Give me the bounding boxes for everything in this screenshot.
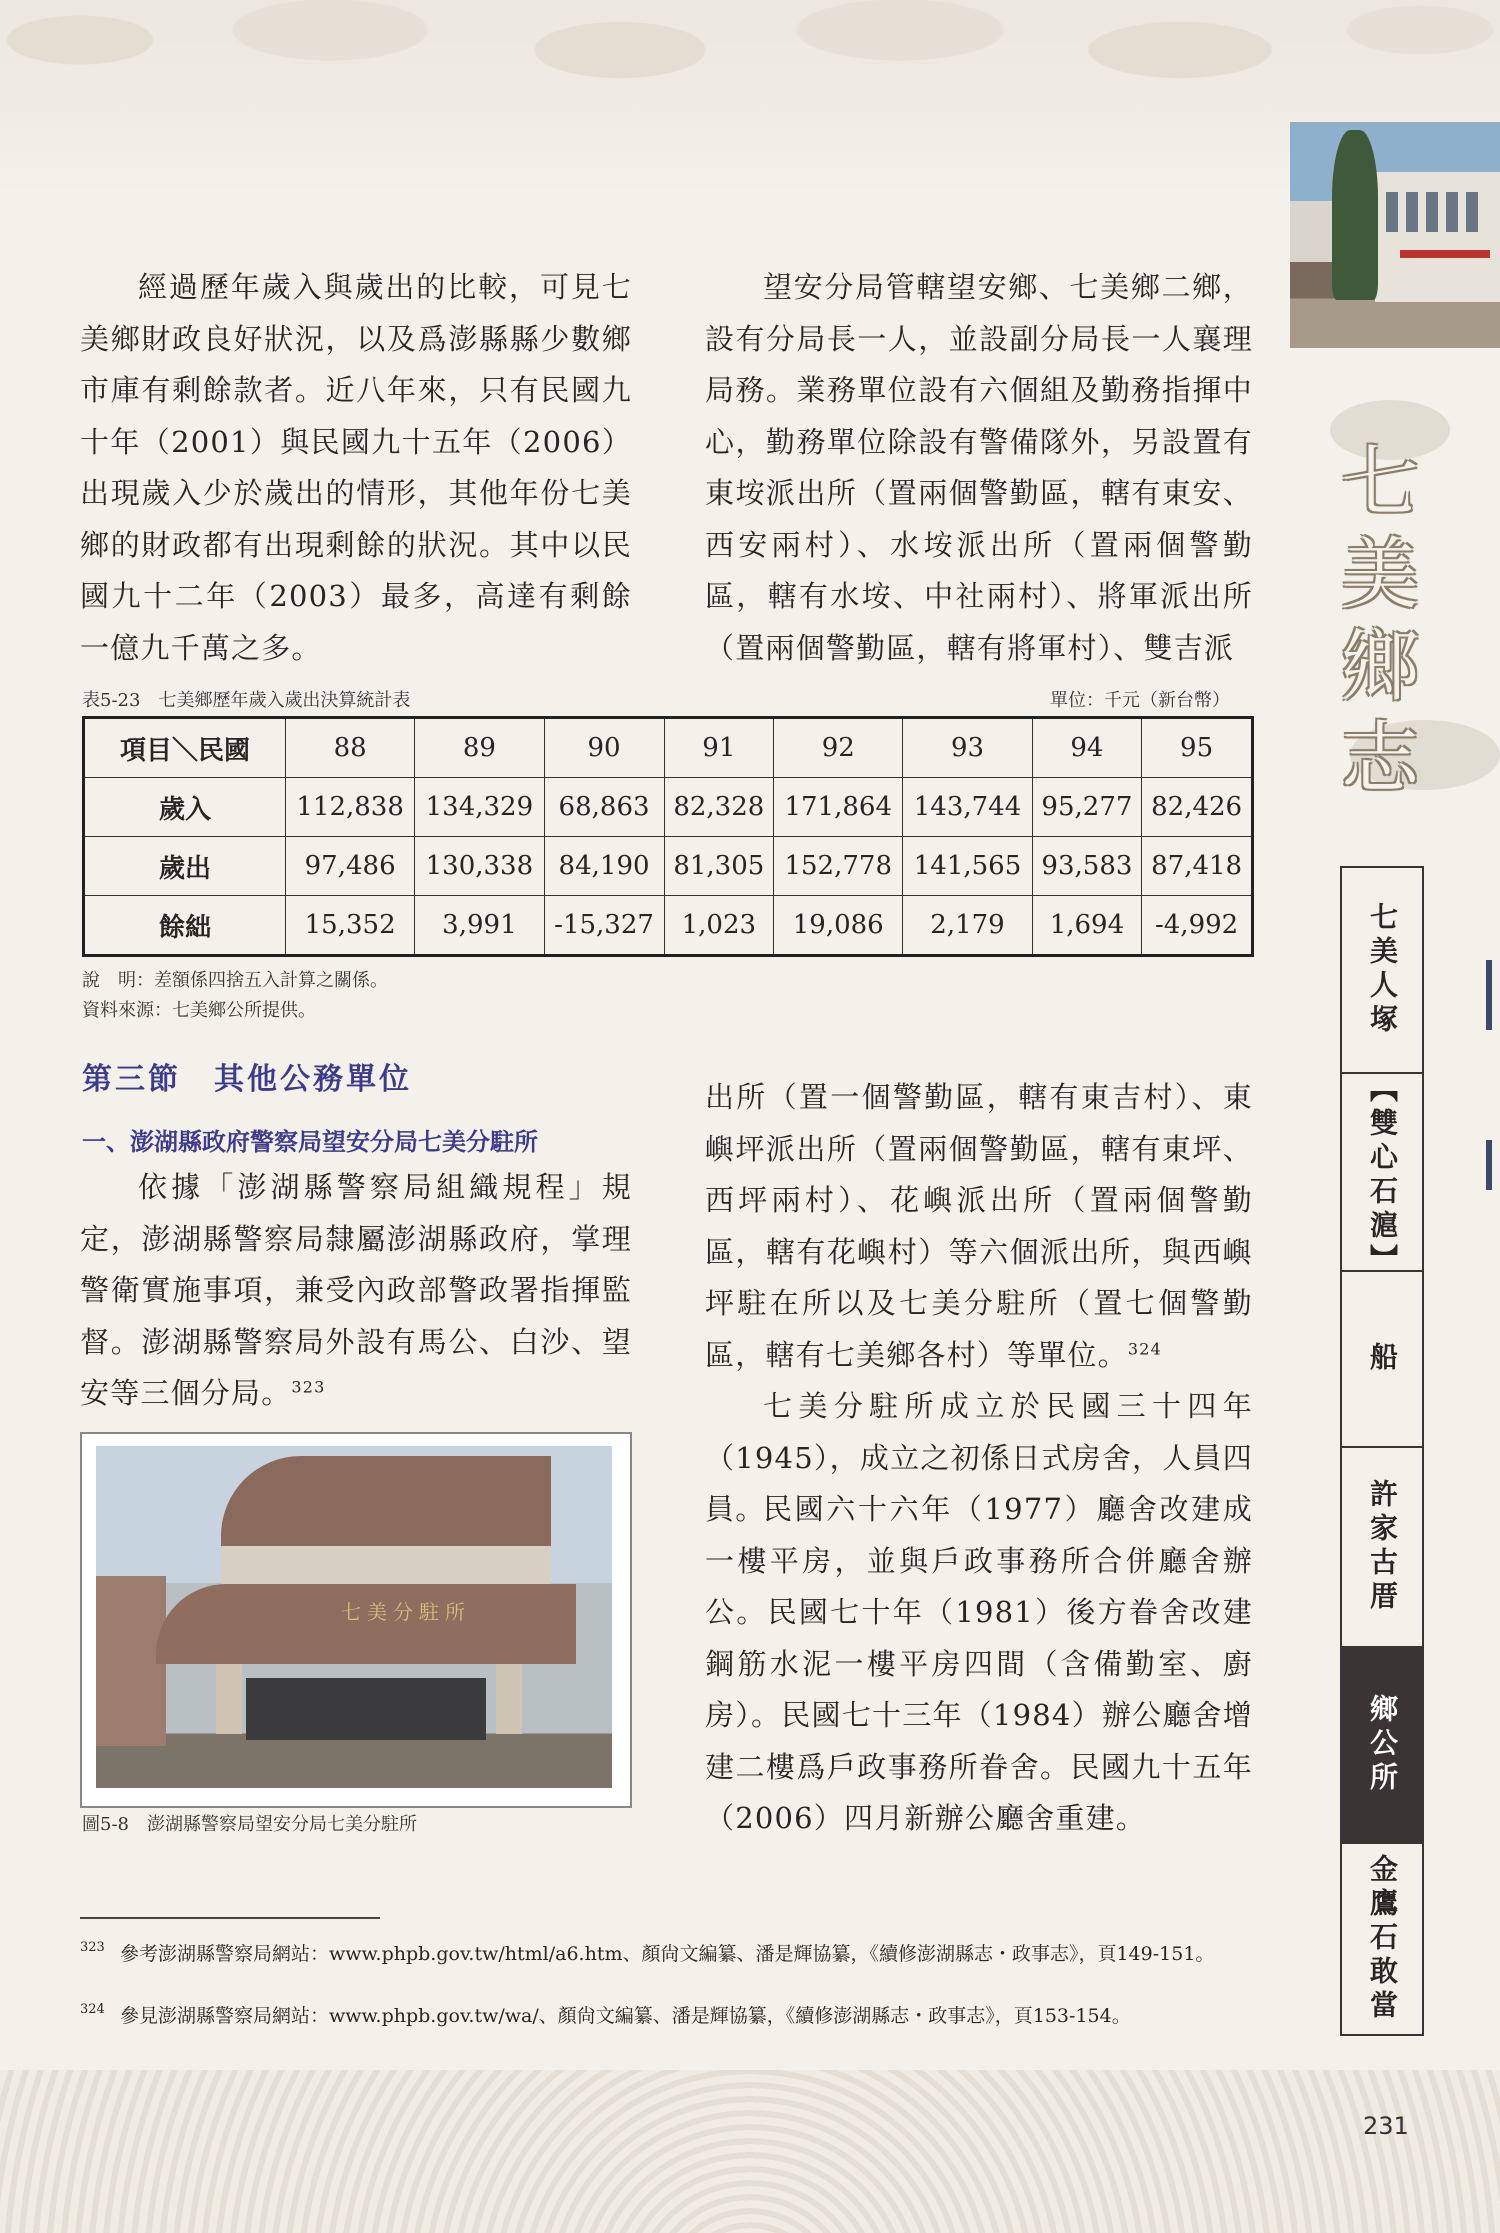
table-cell: 84,190 (544, 837, 664, 896)
year-89: 89 (415, 718, 544, 778)
table-cell: 141,565 (903, 837, 1032, 896)
table-cell: -15,327 (544, 896, 664, 956)
finance-table (82, 716, 1254, 957)
photo-sign: 七美分駐所 (341, 1600, 471, 1624)
tab-twin-hearts-weir[interactable] (1342, 1074, 1422, 1278)
footnote-number: 323 (80, 1940, 105, 1955)
sidebar-title-char-4: 志 (1340, 714, 1419, 804)
table-cell: 171,864 (774, 778, 903, 837)
table-cell: 87,418 (1142, 837, 1253, 896)
tab-label: 七美人塚 (1366, 902, 1399, 1038)
row-label: 歲入 (84, 778, 286, 837)
tab-boat[interactable] (1342, 1272, 1422, 1448)
right-lower-paragraph-2: 七美分駐所成立於民國三十四年（1945），成立之初係日式房舍，人員四員。 (705, 1389, 1253, 1526)
right-paragraph: 望安分局管轄望安鄉、七美鄉二鄉，設有分局長一人，並設副分局長一人襄理局務。業務單位設有六個組及勤務指揮中心，勤務單位除設有警備隊外，另設置有東垵派出所（置兩個警勤區，轄有東安、西安兩村）、水垵派出所（置兩個警勤區，轄有水垵、中社兩村）、將軍派出所（置兩個警勤區，轄有將軍村）、雙吉派 (705, 270, 1253, 665)
table-cell: 93,583 (1032, 837, 1142, 896)
table-cell: 3,991 (415, 896, 544, 956)
header-photo-building (1290, 122, 1500, 348)
year-90: 90 (544, 718, 664, 778)
table-cell: 68,863 (544, 778, 664, 837)
table-cell: 143,744 (903, 778, 1032, 837)
tab-label: 船 (1366, 1342, 1399, 1376)
sidebar-tabs (1340, 866, 1424, 2036)
section-subtitle: 一、澎湖縣政府警察局望安分局七美分駐所 (82, 1127, 538, 1156)
bottom-decorative-band (0, 2070, 1500, 2233)
edge-stripe (1486, 1140, 1492, 1190)
tab-township-office[interactable] (1342, 1648, 1422, 1844)
year-95: 95 (1142, 718, 1253, 778)
right-lower-paragraph-3: 民國六十六年（1977）廳舍改建成一樓平房，並與戶政事務所合併廳舍辦公。民國七十年（1981）後方眷舍改建鋼筋水泥一樓平房四間（含備勤室、廚房）。民國七十三年（1984）辦公廳舍增建二樓爲戶政事務所眷舍。民國九十五年（2006）四月新辦公廳舍重建。 (705, 1492, 1253, 1835)
table-cell: 112,838 (286, 778, 415, 837)
tab-label: 【雙心石滬】 (1366, 1074, 1399, 1278)
header-label: 項目＼民國 (84, 718, 286, 778)
footnote-324 (80, 2000, 1250, 2032)
table-row-balance (84, 896, 1253, 956)
table-cell: 82,426 (1142, 778, 1253, 837)
top-decorative-band (0, 0, 1500, 200)
footnote-text: 參考澎湖縣警察局網站：www.phpb.gov.tw/html/a6.htm、顏尙文編纂、潘是輝協纂，《續修澎湖縣志・政事志》，頁149-151。 (120, 1943, 1215, 1965)
tab-label: 鄉公所 (1366, 1694, 1399, 1796)
year-91: 91 (664, 718, 774, 778)
photo-caption: 圖5-8 澎湖縣警察局望安分局七美分駐所 (82, 1814, 417, 1835)
table-cell: 134,329 (415, 778, 544, 837)
table-unit: 單位：千元（新台幣） (1050, 690, 1230, 711)
table-cell: 1,023 (664, 896, 774, 956)
year-88: 88 (286, 718, 415, 778)
sidebar-title-char-2: 美 (1340, 530, 1419, 620)
table-cell: 1,694 (1032, 896, 1142, 956)
table-cell: 19,086 (774, 896, 903, 956)
section-title: 第三節 其他公務單位 (82, 1062, 412, 1097)
footnote-number: 324 (80, 2002, 105, 2017)
footnote-ref-324[interactable]: 324 (1127, 1338, 1162, 1358)
sidebar-title-char-3: 鄉 (1340, 622, 1419, 712)
tab-label: 金鷹石敢當 (1366, 1854, 1399, 2024)
sidebar-title-char-1: 七 (1340, 438, 1419, 528)
police-station-photo (96, 1446, 612, 1788)
edge-stripe (1486, 960, 1492, 1030)
row-label: 餘絀 (84, 896, 286, 956)
footnote-text: 參見澎湖縣警察局網站：www.phpb.gov.tw/wa/、顏尙文編纂、潘是輝協纂，《續修澎湖縣志・政事志》，頁153-154。 (120, 2005, 1131, 2027)
table-header-row (84, 718, 1253, 778)
table-note: 說 明：差額係四捨五入計算之關係。 (82, 970, 388, 991)
table-source: 資料來源：七美鄉公所提供。 (82, 1000, 316, 1021)
year-94: 94 (1032, 718, 1142, 778)
tab-hsu-family-house[interactable] (1342, 1448, 1422, 1648)
table-caption: 表5-23 七美鄉歷年歲入歲出決算統計表 (82, 690, 411, 711)
year-93: 93 (903, 718, 1032, 778)
footnote-rule (80, 1917, 380, 1919)
left-paragraph: 經過歷年歲入與歲出的比較，可見七美鄉財政良好狀況，以及爲澎縣縣少數鄉市庫有剩餘款者。近八年來，只有民國九十年（2001）與民國九十五年（2006）出現歲入少於歲出的情形，其他年份七美鄉的財政都有出現剩餘的狀況。其中以民國九十二年（2003）最多，高達有剩餘一億九千萬之多。 (80, 270, 632, 665)
section-paragraph-text: 依據「澎湖縣警察局組織規程」規定，澎湖縣警察局隸屬澎湖縣政府，掌理警衛實施事項，兼受內政部警政署指揮監督。澎湖縣警察局外設有馬公、白沙、望安等三個分局。 (80, 1170, 632, 1410)
table-cell: 82,328 (664, 778, 774, 837)
table-cell: 95,277 (1032, 778, 1142, 837)
table-cell: -4,992 (1142, 896, 1253, 956)
table-cell: 152,778 (774, 837, 903, 896)
table-row-expenditure (84, 837, 1253, 896)
footnote-ref-323[interactable]: 323 (291, 1377, 326, 1397)
right-lower-text-1: 出所（置一個警勤區，轄有東吉村）、東嶼坪派出所（置兩個警勤區，轄有東坪、西坪兩村）、花嶼派出所（置兩個警勤區，轄有花嶼村）等六個派出所，與西嶼坪駐在所以及七美分駐所（置七個警勤區，轄有七美鄉各村）等單位。 (705, 1080, 1253, 1372)
table-cell: 97,486 (286, 837, 415, 896)
table-cell: 130,338 (415, 837, 544, 896)
footnote-323 (80, 1938, 1250, 1970)
table-cell: 81,305 (664, 837, 774, 896)
table-cell: 15,352 (286, 896, 415, 956)
page-number: 231 (1363, 2112, 1409, 2140)
table-cell: 2,179 (903, 896, 1032, 956)
section-paragraph (80, 1162, 632, 1420)
tab-golden-eagle-stone[interactable] (1342, 1844, 1422, 2034)
row-label: 歲出 (84, 837, 286, 896)
right-lower-paragraph-1 (705, 1072, 1253, 1381)
tab-label: 許家古厝 (1366, 1479, 1399, 1615)
tab-qimei-tomb[interactable] (1342, 868, 1422, 1074)
table-row-revenue (84, 778, 1253, 837)
year-92: 92 (774, 718, 903, 778)
